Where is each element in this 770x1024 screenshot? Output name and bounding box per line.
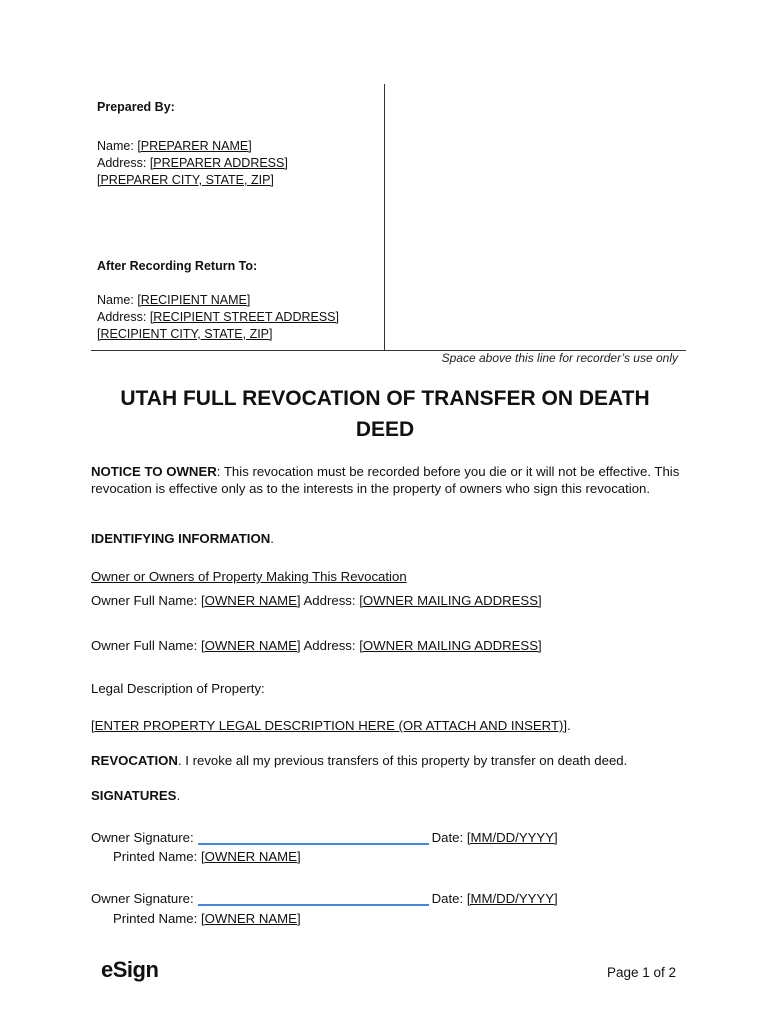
recipient-address-field[interactable]: [RECIPIENT STREET ADDRESS] [149, 310, 339, 324]
printed-name-label: Printed Name: [113, 911, 198, 926]
recipient-name-label: Name: [97, 293, 134, 307]
revocation-label: REVOCATION [91, 753, 178, 768]
signature-row [91, 826, 689, 847]
prepared-by-label: Prepared By: [97, 100, 175, 114]
legal-description-line [91, 718, 689, 735]
identifying-heading-suffix: . [270, 531, 274, 546]
preparer-name-line [97, 138, 252, 155]
identifying-heading [91, 531, 689, 548]
notice-label: NOTICE TO OWNER [91, 464, 217, 479]
legal-description-suffix: . [567, 718, 571, 733]
preparer-address-label: Address: [97, 156, 147, 170]
return-to-label: After Recording Return To: [97, 259, 258, 273]
printed-name-label: Printed Name: [113, 849, 198, 864]
owner-name-field[interactable]: [OWNER NAME] [200, 638, 301, 653]
signatures-heading [91, 788, 689, 805]
owner-address-field[interactable]: [OWNER MAILING ADDRESS] [359, 638, 542, 653]
owner-name-label: Owner Full Name: [91, 638, 198, 653]
printed-name-field[interactable]: [OWNER NAME] [200, 849, 301, 864]
printed-name-row [113, 849, 711, 866]
recipient-address-line [97, 309, 339, 326]
date-field[interactable]: [MM/DD/YYYY] [466, 891, 558, 906]
owner-signature-field[interactable] [198, 890, 429, 906]
date-label: Date: [431, 830, 464, 845]
owner-name-label: Owner Full Name: [91, 593, 198, 608]
preparer-name-field[interactable]: [PREPARER NAME] [137, 139, 252, 153]
owner-name-field[interactable]: [OWNER NAME] [200, 593, 301, 608]
page-number: Page 1 of 2 [606, 965, 676, 980]
owner-signature-field[interactable] [198, 829, 429, 845]
owner-row [91, 638, 689, 655]
signature-row [91, 887, 689, 908]
recorder-note: Space above this line for recorder’s use only [441, 351, 678, 365]
owner-address-label: Address: [303, 638, 356, 653]
recorder-box-divider [384, 84, 385, 350]
printed-name-field[interactable]: [OWNER NAME] [200, 911, 301, 926]
date-field[interactable]: [MM/DD/YYYY] [466, 830, 558, 845]
esign-logo: eSign [101, 957, 159, 982]
owner-signature-label: Owner Signature: [91, 830, 194, 845]
legal-description-label: Legal Description of Property: [91, 681, 265, 696]
preparer-name-label: Name: [97, 139, 134, 153]
date-label: Date: [431, 891, 464, 906]
document-title [85, 383, 685, 445]
recipient-address-label: Address: [97, 310, 147, 324]
title-line-1: UTAH FULL REVOCATION OF TRANSFER ON DEATH [120, 387, 650, 410]
legal-description-field[interactable]: [ENTER PROPERTY LEGAL DESCRIPTION HERE (OR ATTACH AND INSERT)] [91, 718, 568, 733]
owners-subheading: Owner or Owners of Property Making This Revocation [91, 569, 407, 584]
signatures-heading-text: SIGNATURES [91, 788, 177, 803]
title-line-2: DEED [355, 418, 415, 441]
preparer-address-line [97, 155, 288, 172]
notice-text: : This revocation must be recorded before you die or it will not be effective. This revocation is effective only as to the interests in the property of owners who sign this revocation. [91, 464, 680, 496]
revocation-text: . I revoke all my previous transfers of this property by transfer on death deed. [177, 753, 628, 768]
preparer-city-field[interactable]: [PREPARER CITY, STATE, ZIP] [97, 173, 274, 187]
owner-signature-label: Owner Signature: [91, 891, 194, 906]
owner-address-field[interactable]: [OWNER MAILING ADDRESS] [359, 593, 542, 608]
revocation-paragraph [91, 753, 689, 770]
notice-paragraph [91, 464, 689, 497]
preparer-address-field[interactable]: [PREPARER ADDRESS] [149, 156, 288, 170]
recipient-name-line [97, 292, 250, 309]
owner-row [91, 593, 689, 610]
signatures-heading-suffix: . [176, 788, 181, 803]
printed-name-row [113, 911, 711, 928]
recipient-name-field[interactable]: [RECIPIENT NAME] [137, 293, 251, 307]
recipient-city-field[interactable]: [RECIPIENT CITY, STATE, ZIP] [97, 327, 273, 341]
owner-address-label: Address: [303, 593, 356, 608]
identifying-heading-text: IDENTIFYING INFORMATION [91, 531, 271, 546]
